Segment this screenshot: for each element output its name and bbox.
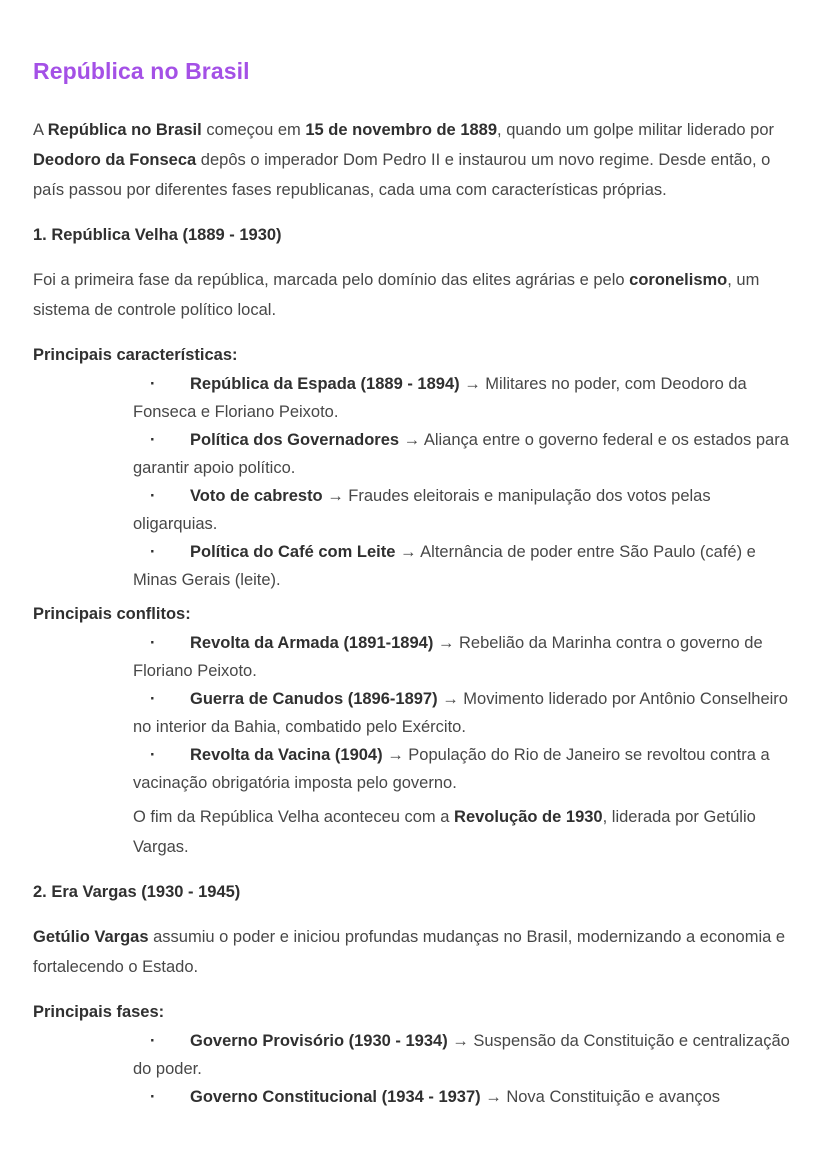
text: → Rebelião da Marinha contra o governo de Floriano Peixoto. [133, 634, 763, 680]
bold-text: Voto de cabresto [190, 487, 323, 505]
text: → Nova Constituição e avanços [480, 1088, 721, 1106]
bullet-icon: · [150, 690, 156, 708]
page-title: República no Brasil [33, 58, 250, 84]
bold-text: coronelismo [629, 271, 728, 289]
bold-text: Principais conflitos: [33, 605, 191, 623]
text: → Fraudes eleitorais e manipulação dos votos pelas oligarquias. [133, 487, 711, 533]
text: → Alternância de poder entre São Paulo (café) e Minas Gerais (leite). [133, 543, 756, 589]
bold-text: Principais fases: [33, 1003, 165, 1021]
text: , quando um golpe militar liderado por [497, 121, 775, 139]
paragraph [33, 265, 795, 325]
bullet-list [33, 370, 795, 594]
bold-text: Revolução de 1930 [454, 808, 603, 826]
indented-paragraph [133, 802, 795, 862]
list-item [133, 741, 795, 797]
bullet-list [33, 1027, 795, 1111]
list-item [133, 426, 795, 482]
bold-text: República no Brasil [47, 121, 202, 139]
list-label [33, 340, 795, 370]
text: → Militares no poder, com Deodoro da Fonseca e Floriano Peixoto. [133, 375, 747, 421]
list-label [33, 997, 795, 1027]
bold-text: Revolta da Vacina (1904) [190, 746, 383, 764]
bold-text: Deodoro da Fonseca [33, 151, 197, 169]
bullet-icon: · [150, 543, 156, 561]
bold-text: Getúlio Vargas [33, 928, 149, 946]
text: assumiu o poder e iniciou profundas mudanças no Brasil, modernizando a economia e fortalecendo o Estado. [33, 928, 786, 976]
document-body [33, 115, 795, 1111]
text: , liderada por Getúlio Vargas. [133, 808, 756, 856]
list-item [133, 482, 795, 538]
list-item [133, 370, 795, 426]
text: → População do Rio de Janeiro se revoltou contra a vacinação obrigatória imposta pelo governo. [133, 746, 770, 792]
list-item [133, 1027, 795, 1083]
bold-text: 1. República Velha (1889 - 1930) [33, 226, 282, 244]
list-label [33, 599, 795, 629]
text: A [33, 121, 48, 139]
bold-text: Guerra de Canudos (1896-1897) [190, 690, 438, 708]
list-item [133, 538, 795, 594]
bullet-list [33, 629, 795, 797]
paragraph [33, 922, 795, 982]
bold-text: Política do Café com Leite [190, 543, 396, 561]
bullet-icon: · [150, 487, 156, 505]
bullet-icon: · [150, 746, 156, 764]
text: depôs o imperador Dom Pedro II e instaurou um novo regime. Desde então, o país passou por diferentes fases republicanas, cada uma com características próprias. [33, 151, 771, 199]
text: O fim da República Velha aconteceu com a [133, 808, 455, 826]
bullet-icon: · [150, 431, 156, 449]
bullet-icon: · [150, 1032, 156, 1050]
bold-text: República da Espada (1889 - 1894) [190, 375, 460, 393]
section-heading [33, 877, 795, 907]
bold-text: Política dos Governadores [190, 431, 400, 449]
bold-text: 15 de novembro de 1889 [305, 121, 498, 139]
paragraph [33, 115, 795, 205]
bold-text: Revolta da Armada (1891-1894) [190, 634, 434, 652]
bold-text: 2. Era Vargas (1930 - 1945) [33, 883, 241, 901]
bold-text: Principais características: [33, 346, 238, 364]
bullet-icon: · [150, 1088, 156, 1106]
text: , um sistema de controle político local. [33, 271, 760, 319]
text: → Aliança entre o governo federal e os estados para garantir apoio político. [133, 431, 789, 477]
text: Foi a primeira fase da república, marcada pelo domínio das elites agrárias e pelo [33, 271, 630, 289]
list-item [133, 1083, 795, 1111]
text: → Suspensão da Constituição e centralização do poder. [133, 1032, 790, 1078]
text: → Movimento liderado por Antônio Conselheiro no interior da Bahia, combatido pelo Exército. [133, 690, 788, 736]
bullet-icon: · [150, 634, 156, 652]
text: começou em [201, 121, 306, 139]
bold-text: Governo Constitucional (1934 - 1937) [190, 1088, 481, 1106]
bullet-icon: · [150, 375, 156, 393]
bold-text: Governo Provisório (1930 - 1934) [190, 1032, 448, 1050]
list-item [133, 629, 795, 685]
section-heading [33, 220, 795, 250]
list-item [133, 685, 795, 741]
